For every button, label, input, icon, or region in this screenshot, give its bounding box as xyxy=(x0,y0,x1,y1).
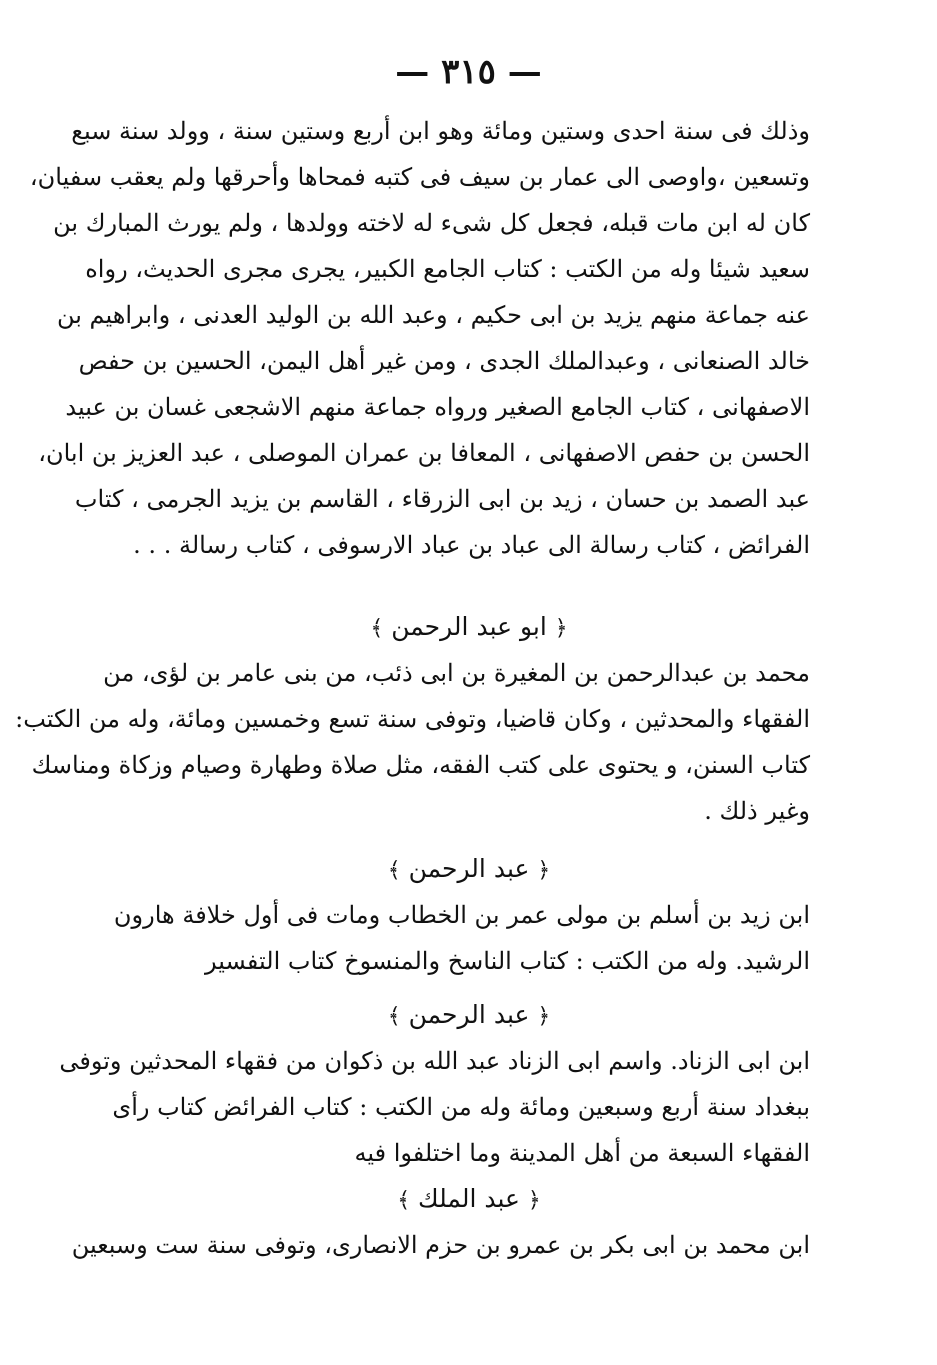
text-line: الاصفهانى ، كتاب الجامع الصغير ورواه جماعة منهم الاشجعى غسان بن عبيد xyxy=(65,393,810,421)
text-line: وتسعين ،واوصى الى عمار بن سيف فى كتبه فمحاها وأحرقها ولم يعقب سفيان، xyxy=(29,163,810,191)
text-line: الفرائض ، كتاب رسالة الى عباد بن عباد الارسوفى ، كتاب رسالة . . . xyxy=(133,531,810,559)
ornament-icon: ﴾ xyxy=(387,1004,401,1029)
ornament-icon: ﴿ xyxy=(554,616,568,641)
text-line: خالد الصنعانى ، وعبدالملك الجدى ، ومن غير أهل اليمن، الحسين بن حفص xyxy=(78,347,810,375)
entry-heading-text: عبد الرحمن xyxy=(408,854,530,883)
ornament-icon: ﴿ xyxy=(527,1188,541,1213)
ornament-icon: ﴾ xyxy=(397,1188,411,1213)
text-line: الرشيد. وله من الكتب : كتاب الناسخ والمنسوخ كتاب التفسير xyxy=(204,947,810,975)
entry-heading xyxy=(128,604,810,650)
entry-abd-al-malik xyxy=(71,1176,810,1268)
ornament-icon: ﴾ xyxy=(387,858,401,883)
ornament-icon: ﴿ xyxy=(537,1004,551,1029)
text-line: محمد بن عبدالرحمن بن المغيرة بن ابى ذئب، من بنى عامر بن لؤى، من xyxy=(103,659,810,687)
text-line: سعيد شيئا وله من الكتب : كتاب الجامع الكبير، يجرى مجرى الحديث، رواه xyxy=(85,255,810,283)
text-line: الفقهاء والمحدثين ، وكان قاضيا، وتوفى سنة تسع وخمسين ومائة، وله من الكتب: xyxy=(15,705,810,733)
entry-abu-abd-al-rahman xyxy=(15,604,810,834)
text-line: ابن ابى الزناد. واسم ابى الزناد عبد الله بن ذكوان من فقهاء المحدثين وتوفى xyxy=(59,1047,810,1075)
page-number: — ٣١٥ — xyxy=(395,52,542,92)
text-line: ابن محمد بن ابى بكر بن عمرو بن حزم الانصارى، وتوفى سنة ست وسبعين xyxy=(71,1231,810,1259)
entry-heading-text: عبد الملك xyxy=(418,1184,520,1213)
text-line: عبد الصمد بن حسان ، زيد بن ابى الزرقاء ، القاسم بن يزيد الجرمى ، كتاب xyxy=(74,485,810,513)
entry-heading-text: عبد الرحمن xyxy=(408,1000,530,1029)
entry-heading xyxy=(128,846,810,892)
paragraph-continuation xyxy=(29,108,810,568)
ornament-icon: ﴿ xyxy=(537,858,551,883)
text-line: كان له ابن مات قبله، فجعل كل شىء له لاخته وولدها ، ولم يورث المبارك بن xyxy=(53,209,810,237)
entry-abd-al-rahman-1 xyxy=(113,846,810,984)
entry-abd-al-rahman-2 xyxy=(59,992,810,1176)
text-line: عنه جماعة منهم يزيد بن ابى حكيم ، وعبد الله بن الوليد العدنى ، وابراهيم بن xyxy=(56,301,810,329)
ornament-icon: ﴾ xyxy=(370,616,384,641)
entry-heading-text: ابو عبد الرحمن xyxy=(391,612,547,641)
entry-heading xyxy=(128,992,810,1038)
text-line: الفقهاء السبعة من أهل المدينة وما اختلفوا فيه xyxy=(354,1139,810,1167)
text-line: ببغداد سنة أربع وسبعين ومائة وله من الكتب : كتاب الفرائض كتاب رأى xyxy=(112,1093,810,1121)
text-line: كتاب السنن، و يحتوى على كتب الفقه، مثل صلاة وطهارة وصيام وزكاة ومناسك xyxy=(31,751,810,779)
text-line: وذلك فى سنة احدى وستين ومائة وهو ابن أربع وستين سنة ، وولد سنة سبع xyxy=(71,117,810,145)
text-line: وغير ذلك . xyxy=(704,797,810,825)
text-line: ابن زيد بن أسلم بن مولى عمر بن الخطاب ومات فى أول خلافة هارون xyxy=(113,901,810,929)
entry-heading xyxy=(128,1176,810,1222)
text-line: الحسن بن حفص الاصفهانى ، المعافا بن عمران الموصلى ، عبد العزيز بن ابان، xyxy=(38,439,810,467)
